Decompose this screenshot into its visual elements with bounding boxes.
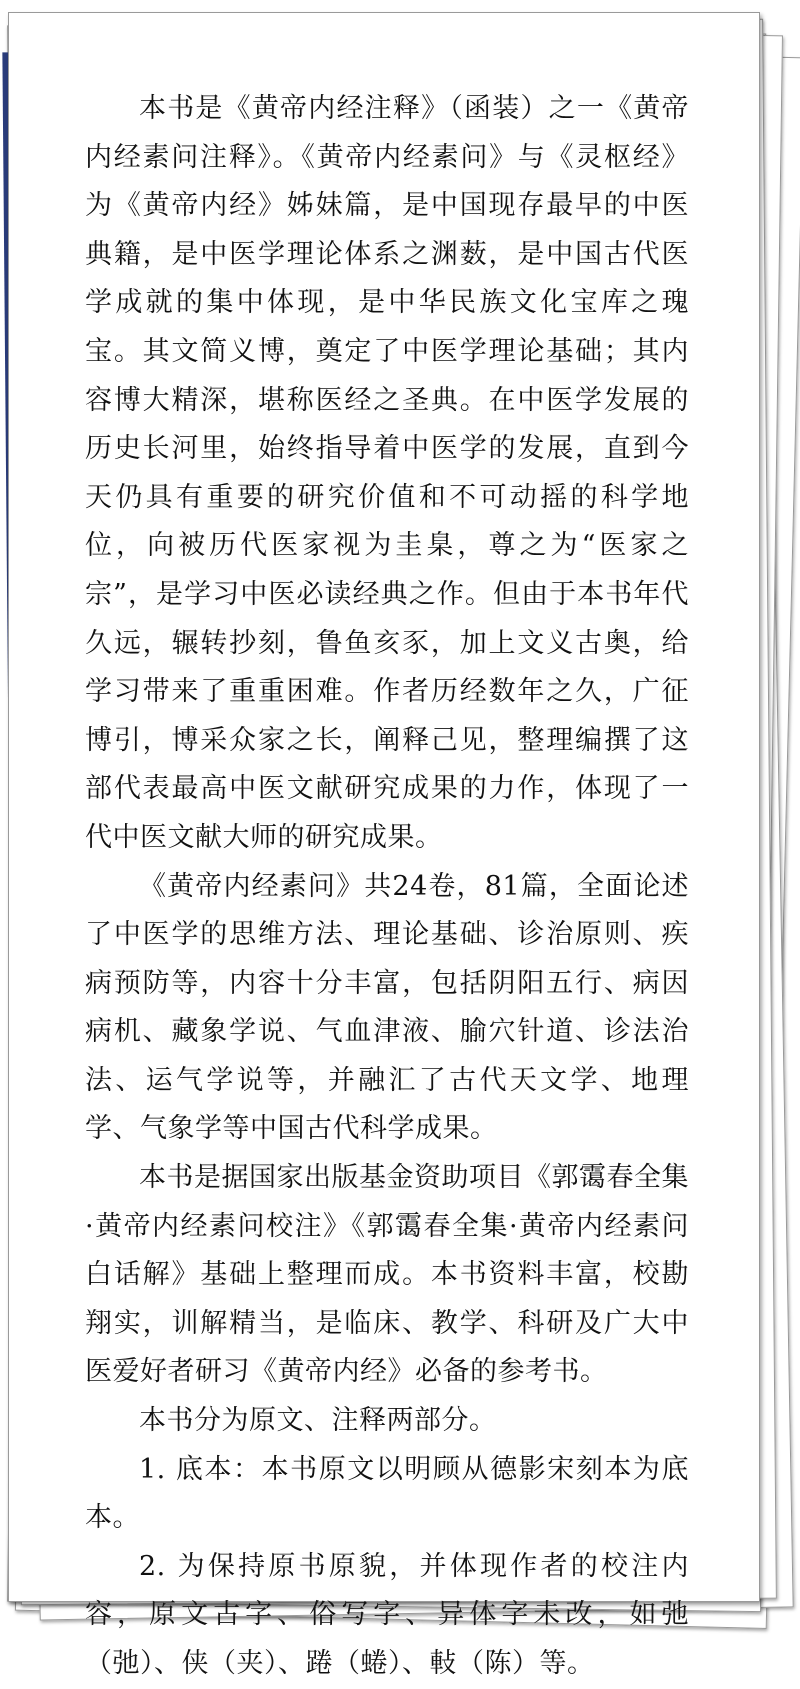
paragraph-source: 本书是据国家出版基金资助项目《郭霭春全集·黄帝内经素问校注》《郭霭春全集·黄帝内经素问白话解》基础上整理而成。本书资料丰富，校勘翔实，训解精当，是临床、教学、科研及广大中医爱好者研习《黄帝内经》必备的参考书。 [85, 1162, 689, 1388]
document-body [85, 85, 689, 1689]
paragraph-contents: 《黄帝内经素问》共24卷，81篇，全面论述了中医学的思维方法、理论基础、诊治原则、疾病预防等，内容十分丰富，包括阴阳五行、病因病机、藏象学说、气血津液、腧穴针道、诊法治法、运气学说等，并融汇了古代天文学、地理学、气象学等中国古代科学成果。 [85, 870, 689, 1145]
front-page [8, 12, 760, 1679]
paragraph-intro: 本书是《黄帝内经注释》（函装）之一《黄帝内经素问注释》。《黄帝内经素问》与《灵枢经》为《黄帝内经》姊妹篇，是中国现存最早的中医典籍，是中医学理论体系之渊薮，是中国古代医学成就的集中体现，是中华民族文化宝库之瑰宝。其文简义博，奠定了中医学理论基础；其内容博大精深，堪称医经之圣典。在中医学发展的历史长河里，始终指导着中医学的发展，直到今天仍具有重要的研究价值和不可动摇的科学地位，向被历代医家视为圭臬，尊之为“医家之宗”，是学习中医必读经典之作。但由于本书年代久远，辗转抄刻，鲁鱼亥豕，加上文义古奥，给学习带来了重重困难。作者历经数年之久，广征博引，博采众家之长，阐释己见，整理编撰了这部代表最高中医文献研究成果的力作，体现了一代中医文献大师的研究成果。 [85, 93, 689, 853]
paragraph-note-2: 2. 为保持原书原貌，并体现作者的校注内容，原文古字、俗写字、异体字未改，如弛（弛）、侠（夹）、踡（蜷）、軙（陈）等。 [85, 1550, 689, 1679]
paragraph-note-1: 1. 底本：本书原文以明顾从德影宋刻本为底本。 [85, 1453, 689, 1534]
paragraph-structure: 本书分为原文、注释两部分。 [139, 1405, 497, 1437]
